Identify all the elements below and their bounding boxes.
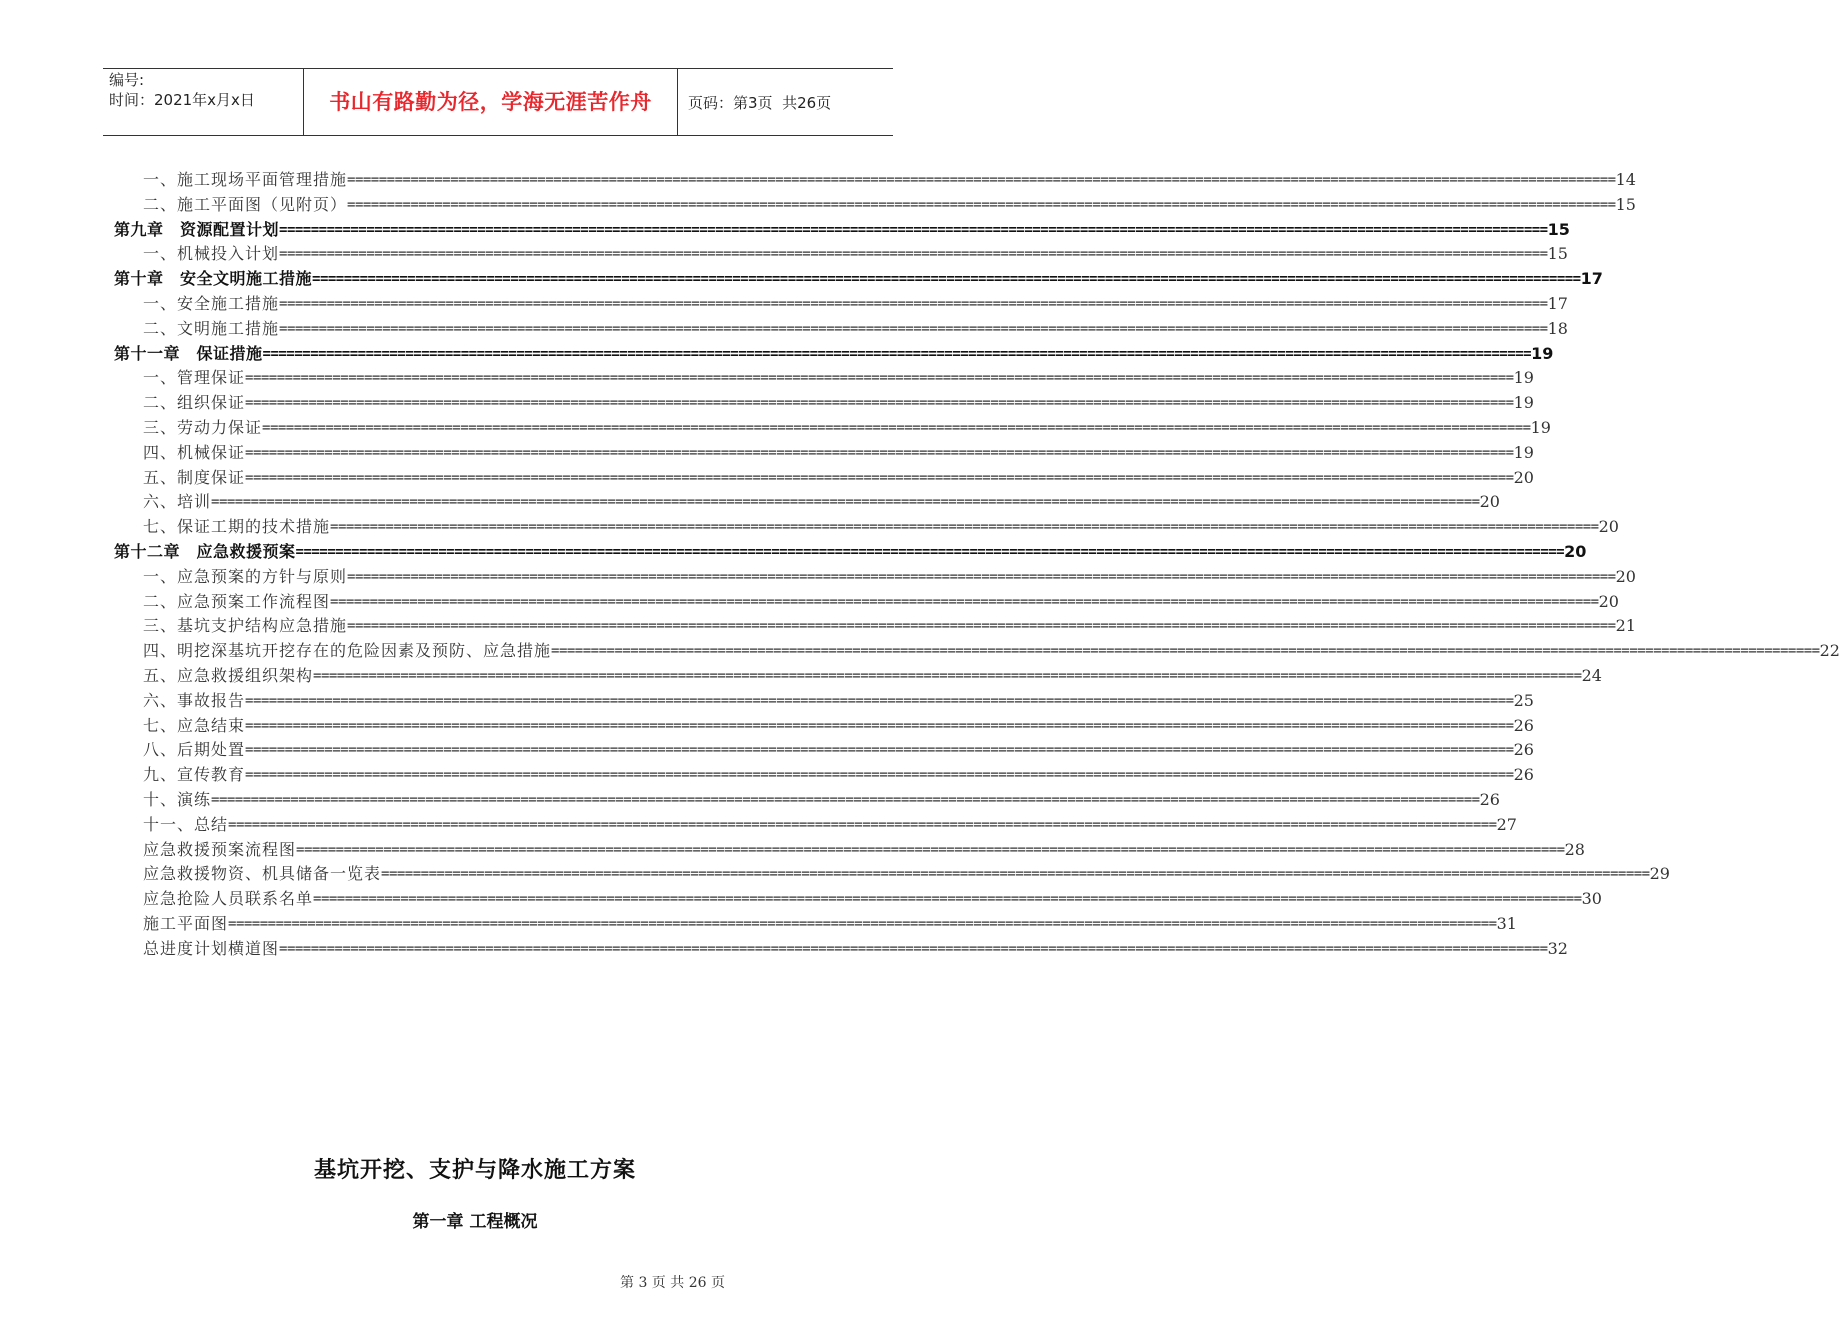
toc-page-number: 20: [1598, 591, 1619, 611]
toc-leader: ================================================================================================================================================================: [279, 296, 1548, 312]
toc-entry[interactable]: [143, 937, 1568, 961]
toc-page-number: 19: [1531, 343, 1554, 363]
toc-entry-title: 一、应急预案的方针与原则: [143, 566, 348, 586]
toc-leader: ================================================================================================================================================================: [381, 866, 1650, 883]
toc-entry-title: 五、应急救援组织架构: [143, 666, 314, 685]
toc-page-number: 27: [1496, 814, 1517, 834]
toc-page-number: 24: [1581, 666, 1602, 685]
toc-leader: ================================================================================================================================================================: [228, 916, 1497, 932]
toc-entry-title: 第九章 资源配置计划: [114, 219, 280, 239]
toc-leader: ================================================================================================================================================================: [245, 742, 1514, 759]
toc-entry[interactable]: [143, 317, 1568, 341]
toc-chapter-entry[interactable]: [114, 218, 1570, 242]
toc-entry-title: 第十二章 应急救援预案: [114, 542, 296, 561]
toc-leader: ================================================================================================================================================================: [245, 444, 1514, 461]
toc-entry-title: 四、明挖深基坑开挖存在的危险因素及预防、应急措施: [143, 641, 552, 661]
toc-page-number: 26: [1513, 765, 1534, 785]
toc-page-number: 19: [1513, 368, 1534, 388]
page-footer: 第 3 页 共 26 页: [620, 1275, 725, 1291]
toc-page-number: 28: [1564, 839, 1585, 859]
toc-entry[interactable]: [143, 466, 1534, 490]
toc-entry[interactable]: [143, 416, 1551, 440]
toc-page-number: 19: [1513, 442, 1534, 462]
document-date-label: 时间：2021年x月x日: [109, 91, 255, 109]
toc-page-number: 26: [1513, 740, 1534, 760]
toc-entry[interactable]: [143, 168, 1636, 192]
toc-leader: ================================================================================================================================================================: [330, 519, 1599, 536]
toc-entry-title: 总进度计划横道图: [143, 938, 280, 958]
toc-entry[interactable]: [143, 193, 1636, 217]
toc-entry[interactable]: [143, 689, 1534, 713]
toc-entry[interactable]: [143, 788, 1500, 812]
toc-entry[interactable]: [143, 565, 1636, 589]
toc-entry-title: 七、应急结束: [143, 715, 246, 735]
toc-leader: ================================================================================================================================================================: [551, 643, 1820, 660]
toc-page-number: 17: [1580, 269, 1603, 289]
toc-entry[interactable]: [143, 366, 1534, 390]
toc-leader: ================================================================================================================================================================: [330, 593, 1599, 610]
header-bottom-rule: [103, 135, 893, 136]
toc-page-number: 31: [1496, 914, 1517, 933]
toc-leader: ================================================================================================================================================================: [245, 717, 1514, 734]
toc-page-number: 32: [1547, 938, 1568, 958]
toc-entry-title: 应急救援预案流程图: [143, 839, 297, 859]
toc-leader: ================================================================================================================================================================: [347, 196, 1616, 213]
toc-leader: ================================================================================================================================================================: [279, 320, 1548, 337]
toc-entry[interactable]: [143, 838, 1585, 862]
toc-entry-title: 六、事故报告: [143, 690, 246, 710]
toc-entry-title: 第十一章 保证措施: [114, 343, 263, 363]
toc-entry-title: 十、演练: [143, 790, 212, 809]
toc-entry-title: 七、保证工期的技术措施: [143, 517, 331, 537]
toc-entry-title: 第十章 安全文明施工措施: [114, 269, 313, 289]
toc-page-number: 15: [1547, 219, 1570, 239]
toc-entry[interactable]: [143, 738, 1534, 762]
toc-leader: ================================================================================================================================================================: [279, 221, 1548, 238]
toc-entry[interactable]: [143, 912, 1517, 936]
toc-entry-title: 二、文明施工措施: [143, 318, 280, 338]
toc-entry-title: 十一、总结: [143, 814, 229, 834]
toc-page-number: 20: [1479, 492, 1500, 512]
toc-leader: ================================================================================================================================================================: [228, 816, 1497, 833]
toc-leader: ================================================================================================================================================================: [245, 370, 1514, 387]
toc-leader: ================================================================================================================================================================: [347, 568, 1616, 585]
toc-leader: ================================================================================================================================================================: [279, 246, 1548, 263]
toc-page-number: 20: [1564, 542, 1587, 561]
toc-leader: ================================================================================================================================================================: [279, 940, 1548, 957]
toc-chapter-entry[interactable]: [114, 267, 1603, 291]
document-number-label: 编号:: [109, 71, 145, 89]
toc-entry-title: 八、后期处置: [143, 740, 246, 760]
toc-chapter-entry[interactable]: [114, 540, 1587, 564]
toc-entry-title: 二、组织保证: [143, 393, 246, 413]
toc-entry[interactable]: [143, 639, 1840, 663]
toc-leader: ================================================================================================================================================================: [245, 395, 1514, 412]
toc-page-number: 26: [1479, 790, 1500, 809]
toc-entry[interactable]: [143, 813, 1517, 837]
header-page-info: 页码：第3页 共26页: [688, 94, 832, 112]
header-meta: [109, 70, 255, 110]
toc-page-number: 15: [1547, 244, 1568, 264]
toc-page-number: 14: [1615, 170, 1636, 189]
toc-leader: ================================================================================================================================================================: [347, 618, 1616, 635]
toc-entry[interactable]: [143, 391, 1534, 415]
toc-entry[interactable]: [143, 292, 1568, 316]
toc-page-number: 30: [1581, 889, 1602, 909]
toc-entry[interactable]: [143, 862, 1670, 886]
toc-page-number: 20: [1513, 467, 1534, 487]
toc-page-number: 17: [1547, 294, 1568, 313]
toc-page-number: 18: [1547, 318, 1568, 338]
chapter-title: 第一章 工程概况: [412, 1212, 538, 1232]
toc-entry[interactable]: [143, 242, 1568, 266]
toc-entry[interactable]: [143, 515, 1619, 539]
toc-entry[interactable]: [143, 664, 1602, 688]
toc-entry-title: 二、施工平面图（见附页）: [143, 194, 348, 214]
toc-entry-title: 九、宣传教育: [143, 765, 246, 785]
toc-entry-title: 应急抢险人员联系名单: [143, 889, 314, 909]
toc-entry[interactable]: [143, 590, 1619, 614]
toc-entry[interactable]: [143, 763, 1534, 787]
toc-leader: ================================================================================================================================================================: [211, 792, 1480, 808]
toc-leader: ================================================================================================================================================================: [296, 841, 1565, 858]
toc-entry[interactable]: [143, 490, 1500, 514]
header-motto: 书山有路勤为径，学海无涯苦作舟: [329, 90, 652, 114]
toc-leader: ================================================================================================================================================================: [262, 420, 1531, 436]
toc-page-number: 26: [1513, 715, 1534, 735]
toc-leader: ================================================================================================================================================================: [245, 767, 1514, 784]
toc-chapter-entry[interactable]: [114, 342, 1554, 366]
toc-leader: ================================================================================================================================================================: [313, 891, 1582, 908]
header-divider-right: [677, 68, 678, 136]
toc-entry-title: 一、安全施工措施: [143, 294, 280, 313]
toc-entry[interactable]: [143, 441, 1534, 465]
document-title: 基坑开挖、支护与降水施工方案: [313, 1158, 636, 1183]
toc-entry[interactable]: [143, 887, 1602, 911]
toc-page-number: 20: [1598, 517, 1619, 537]
toc-page-number: 19: [1530, 418, 1551, 437]
toc-page-number: 20: [1615, 566, 1636, 586]
toc-entry-title: 六、培训: [143, 492, 212, 512]
toc-page-number: 15: [1615, 194, 1636, 214]
toc-leader: ================================================================================================================================================================: [312, 271, 1581, 288]
toc-leader: ================================================================================================================================================================: [245, 692, 1514, 709]
toc-entry-title: 施工平面图: [143, 914, 229, 933]
toc-leader: ================================================================================================================================================================: [245, 469, 1514, 486]
toc-leader: ================================================================================================================================================================: [295, 544, 1565, 560]
toc-entry[interactable]: [143, 614, 1636, 638]
toc-entry-title: 一、机械投入计划: [143, 244, 280, 264]
header-top-rule: [103, 68, 893, 69]
toc-page-number: 22: [1819, 641, 1840, 661]
toc-entry[interactable]: [143, 714, 1534, 738]
toc-entry-title: 一、施工现场平面管理措施: [143, 170, 348, 189]
toc-entry-title: 三、基坑支护结构应急措施: [143, 616, 348, 636]
toc-entry-title: 四、机械保证: [143, 442, 246, 462]
toc-page-number: 29: [1649, 864, 1670, 884]
toc-leader: ================================================================================================================================================================: [347, 172, 1616, 188]
toc-page-number: 25: [1513, 690, 1534, 710]
toc-entry-title: 五、制度保证: [143, 467, 246, 487]
toc-page-number: 19: [1513, 393, 1534, 413]
toc-entry-title: 应急救援物资、机具储备一览表: [143, 864, 382, 884]
toc-page-number: 21: [1615, 616, 1636, 636]
toc-entry-title: 一、管理保证: [143, 368, 246, 388]
toc-entry-title: 二、应急预案工作流程图: [143, 591, 331, 611]
toc-leader: ================================================================================================================================================================: [211, 494, 1480, 511]
toc-entry-title: 三、劳动力保证: [143, 418, 263, 437]
toc-leader: ================================================================================================================================================================: [262, 345, 1532, 362]
toc-leader: ================================================================================================================================================================: [313, 668, 1582, 684]
